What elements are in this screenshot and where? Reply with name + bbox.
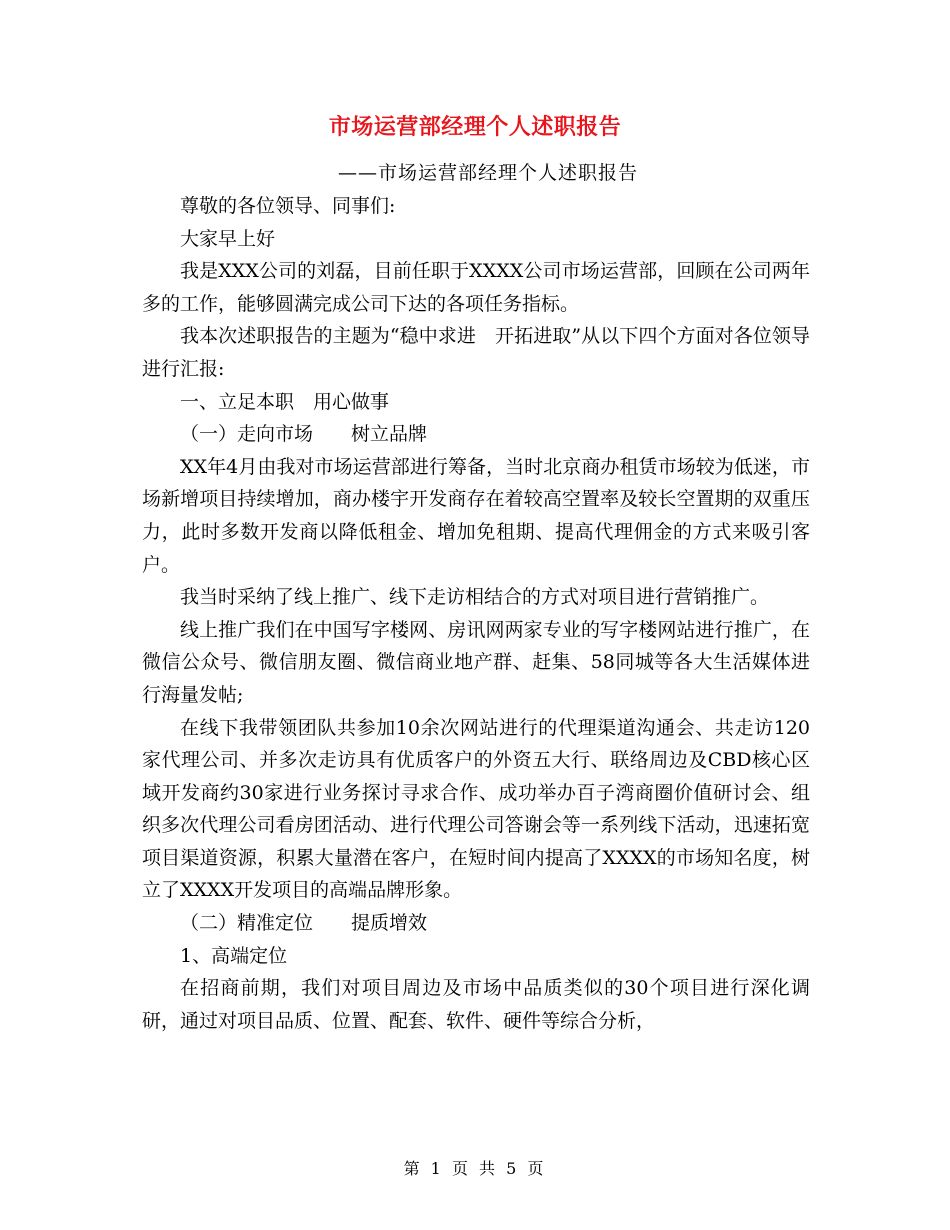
paragraph-market-background: XX年4月由我对市场运营部进行筹备，当时北京商办租赁市场较为低迷，市场新增项目持续增加，商办楼宇开发商存在着较高空置率及较长空置期的双重压力，此时多数开发商以降低租金、增加免租期、提高代理佣金的方式来吸引客户。 [142,455,810,576]
section-heading-1: 一、立足本职 用心做事 [180,390,390,413]
paragraph-online-promotion: 线上推广我们在中国写字楼网、房讯网两家专业的写字楼网站进行推广，在微信公众号、微信朋友圈、微信商业地产群、赶集、58同城等各大生活媒体进行海量发帖; [142,618,810,706]
document-body [142,190,810,1037]
paragraph-offline-promotion: 在线下我带领团队共参加10余次网站进行的代理渠道沟通会、共走访120家代理公司、并多次走访具有优质客户的外资五大行、联络周边及CBD核心区域开发商约30家进行业务探讨寻求合作、成功举办百子湾商圈价值研讨会、组织多次代理公司看房团活动、进行代理公司答谢会等一系列线下活动，迅速拓宽项目渠道资源，积累大量潜在客户，在短时间内提高了XXXX的市场知名度，树立了XXXX开发项目的高端品牌形象。 [142,716,810,902]
page-number-footer: 第 1 页 共 5 页 [403,1159,547,1178]
paragraph-research: 在招商前期，我们对项目周边及市场中品质类似的30个项目进行深化调研，通过对项目品质、位置、配套、软件、硬件等综合分析， [142,977,810,1032]
subsection-heading-1: （一）走向市场 树立品牌 [180,423,428,446]
paragraph-morning: 大家早上好 [180,227,276,250]
paragraph-greeting: 尊敬的各位领导、同事们: [180,195,396,217]
paragraph-promotion-approach: 我当时采纳了线上推广、线下走访相结合的方式对项目进行营销推广。 [180,586,770,609]
document-subtitle: ——市场运营部经理个人述职报告 [337,162,638,184]
subsection-heading-2: （二）精准定位 提质增效 [180,912,428,935]
paragraph-intro: 我是XXX公司的刘磊，目前任职于XXXX公司市场运营部，回顾在公司两年多的工作，能够圆满完成公司下达的各项任务指标。 [142,260,810,315]
item-heading-1: 1、高端定位 [180,944,288,967]
paragraph-theme: 我本次述职报告的主题为“稳中求进 开拓进取”从以下四个方面对各位领导进行汇报: [142,325,810,380]
document-title: 市场运营部经理个人述职报告 [328,114,622,140]
